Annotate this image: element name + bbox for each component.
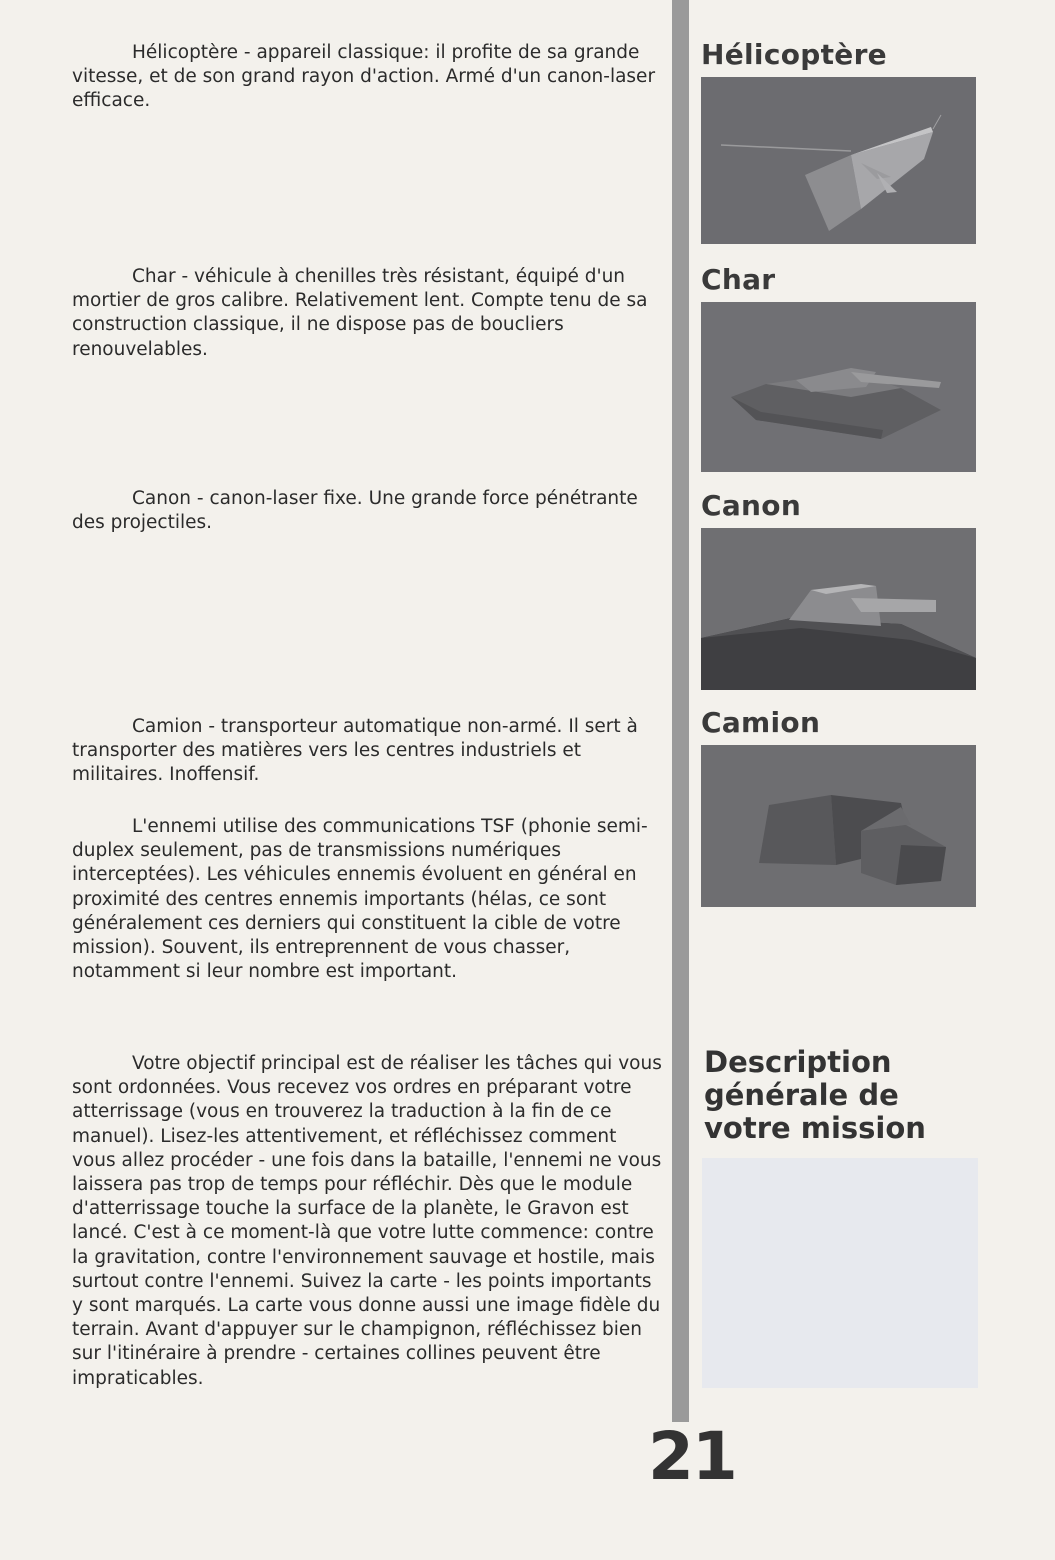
paragraph-enemy-communications: L'ennemi utilise des communications TSF (phonie semi-duplex seulement, pas de transmissions numériques interceptées). Les véhicules ennemis évoluent en général en proximité des centres ennemis importants (hélas, ce sont généralement ces derniers qui constituent la cible de votre mission). Souvent, ils entreprennent de vous chasser, notamment si leur nombre est important. <box>72 816 648 983</box>
paragraph-tank: Char - véhicule à chenilles très résistant, équipé d'un mortier de gros calibre. Relativement lent. Compte tenu de sa construction classique, il ne dispose pas de boucliers renouvelables. <box>72 266 648 360</box>
truck-render <box>701 745 976 907</box>
section-title-line-1: Description <box>704 1045 892 1079</box>
paragraph-cannon: Canon - canon-laser fixe. Une grande force pénétrante des projectiles. <box>72 488 638 534</box>
heading-cannon: Canon <box>701 489 802 522</box>
heading-truck: Camion <box>701 706 821 739</box>
blank-panel <box>702 1158 978 1388</box>
paragraph-helicopter: Hélicoptère - appareil classique: il profite de sa grande vitesse, et de son grand rayon d'action. Armé d'un canon-laser efficace. <box>72 42 656 112</box>
paragraph-truck: Camion - transporteur automatique non-armé. Il sert à transporter des matières vers les centres industriels et militaires. Inoffensif. <box>72 716 638 786</box>
column-divider <box>672 0 689 1422</box>
section-title-line-3: votre mission <box>704 1111 926 1145</box>
page-number: 21 <box>648 1418 736 1495</box>
heading-tank: Char <box>701 263 776 296</box>
helicopter-render <box>701 77 976 244</box>
heading-helicopter: Hélicoptère <box>701 38 887 71</box>
section-title-line-2: générale de <box>704 1078 899 1112</box>
section-title <box>704 1046 984 1145</box>
paragraph-mission-objective: Votre objectif principal est de réaliser les tâches qui vous sont ordonnées. Vous recevez vos ordres en préparant votre atterrissage (vous en trouverez la traduction à la fin de ce manuel). Lisez-les attentivement, et réfléchissez comment vous allez procéder - une fois dans la bataille, l'ennemi ne vous laissera pas trop de temps pour réfléchir. Dès que le module d'atterrissage touche la surface de la planète, le Gravon est lancé. C'est à ce moment-là que votre lutte commence: contre la gravitation, contre l'environnement sauvage et hostile, mais surtout contre l'ennemi. Suivez la carte - les points importants y sont marqués. La carte vous donne aussi une image fidèle du terrain. Avant d'appuyer sur le champignon, réfléchissez bien sur l'itinéraire à prendre - certaines collines peuvent être impraticables. <box>72 1053 662 1389</box>
cannon-render <box>701 528 976 690</box>
tank-render <box>701 302 976 472</box>
